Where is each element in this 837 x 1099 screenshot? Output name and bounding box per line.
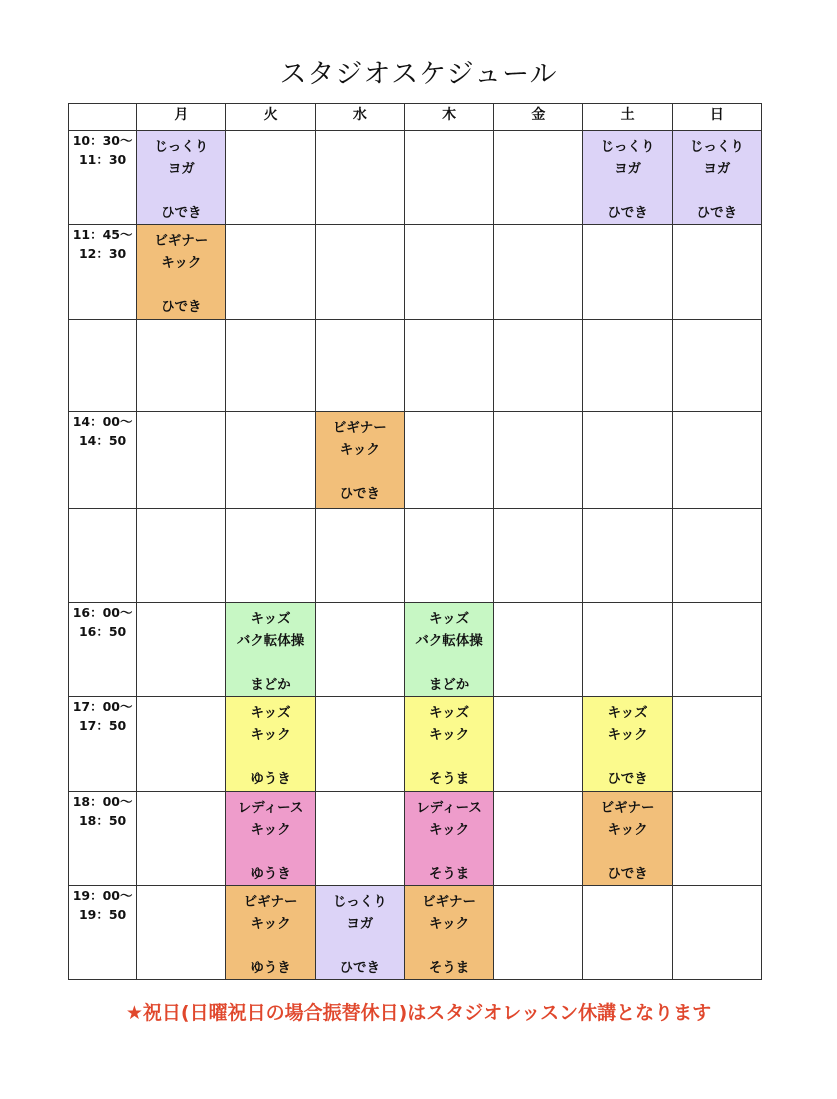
class-cell xyxy=(583,697,672,792)
class-name-line2: バク転体操 xyxy=(236,633,305,649)
class-name-line1: ビギナー xyxy=(154,233,209,249)
instructor-name: まどか xyxy=(250,677,291,693)
time-end: 17：50 xyxy=(78,718,127,733)
time-start: 10：30〜 xyxy=(72,133,133,148)
schedule-table xyxy=(68,103,762,980)
class-name xyxy=(405,792,493,841)
time-cell xyxy=(69,320,137,412)
empty-cell xyxy=(672,225,761,320)
schedule-row xyxy=(69,509,762,603)
class-name-line1: キッズ xyxy=(428,705,470,721)
empty-cell xyxy=(137,509,226,603)
class-name xyxy=(405,886,493,935)
empty-cell xyxy=(137,603,226,697)
time-start: 16：00〜 xyxy=(72,605,133,620)
class-name-line1: じっくり xyxy=(154,139,209,155)
empty-cell xyxy=(137,886,226,980)
time-start: 11：45〜 xyxy=(72,227,133,242)
empty-cell xyxy=(226,131,315,225)
instructor-name: ゆうき xyxy=(250,866,291,882)
class-name-line2: キック xyxy=(161,255,202,271)
schedule-row xyxy=(69,131,762,225)
schedule-body xyxy=(69,131,762,980)
class-cell xyxy=(404,697,493,792)
class-name-line2: ヨガ xyxy=(346,916,374,932)
empty-cell xyxy=(315,320,404,412)
time-cell xyxy=(69,412,137,509)
header-row xyxy=(69,104,762,131)
instructor-name: ひでき xyxy=(161,299,202,315)
class-cell xyxy=(315,412,404,509)
instructor-name: ひでき xyxy=(607,866,648,882)
empty-cell xyxy=(672,697,761,792)
schedule-row xyxy=(69,792,762,886)
class-name-line1: ビギナー xyxy=(600,800,655,816)
time-end: 16：50 xyxy=(78,624,127,639)
class-name-line2: キック xyxy=(428,727,470,743)
time-cell xyxy=(69,792,137,886)
empty-cell xyxy=(226,412,315,509)
class-cell xyxy=(583,131,672,225)
empty-cell xyxy=(494,603,583,697)
class-name-line2: キック xyxy=(428,822,470,838)
class-name-line1: レディース xyxy=(237,800,304,816)
class-cell xyxy=(226,792,315,886)
empty-cell xyxy=(315,603,404,697)
time-end: 14：50 xyxy=(78,433,127,448)
class-cell xyxy=(315,886,404,980)
time-end: 11：30 xyxy=(78,152,127,167)
class-name xyxy=(583,131,671,180)
class-name-line1: キッズ xyxy=(250,611,291,627)
empty-cell xyxy=(404,320,493,412)
class-cell xyxy=(226,697,315,792)
day-header-fri: 金 xyxy=(494,104,583,131)
time-cell xyxy=(69,603,137,697)
empty-cell xyxy=(315,792,404,886)
time-cell xyxy=(69,509,137,603)
empty-cell xyxy=(494,225,583,320)
instructor-name: そうま xyxy=(428,960,470,976)
empty-cell xyxy=(315,697,404,792)
empty-cell xyxy=(494,412,583,509)
class-name xyxy=(226,603,314,652)
schedule-row xyxy=(69,320,762,412)
class-cell xyxy=(404,886,493,980)
instructor-name: ひでき xyxy=(607,771,648,787)
empty-cell xyxy=(672,886,761,980)
class-name xyxy=(405,603,493,652)
empty-cell xyxy=(315,225,404,320)
empty-cell xyxy=(404,225,493,320)
time-cell xyxy=(69,886,137,980)
class-name-line1: ビギナー xyxy=(332,420,387,436)
empty-cell xyxy=(494,131,583,225)
empty-cell xyxy=(137,412,226,509)
empty-cell xyxy=(583,412,672,509)
schedule-row xyxy=(69,603,762,697)
empty-cell xyxy=(226,320,315,412)
class-name-line2: キック xyxy=(250,822,291,838)
time-cell xyxy=(69,131,137,225)
class-name-line1: ビギナー xyxy=(243,894,298,910)
class-name xyxy=(405,697,493,746)
day-header-thu: 木 xyxy=(404,104,493,131)
instructor-name: ひでき xyxy=(696,205,738,221)
class-cell xyxy=(226,603,315,697)
instructor-name: ひでき xyxy=(607,205,648,221)
class-cell xyxy=(226,886,315,980)
class-name xyxy=(137,131,225,180)
empty-cell xyxy=(137,792,226,886)
class-name xyxy=(137,225,225,274)
header-corner-cell xyxy=(69,104,137,131)
empty-cell xyxy=(494,509,583,603)
instructor-name: ひでき xyxy=(339,960,381,976)
class-name-line1: キッズ xyxy=(250,705,291,721)
empty-cell xyxy=(494,886,583,980)
empty-cell xyxy=(672,603,761,697)
class-name-line2: キック xyxy=(339,442,380,458)
empty-cell xyxy=(672,509,761,603)
time-cell xyxy=(69,225,137,320)
class-name-line1: じっくり xyxy=(689,139,744,155)
class-cell xyxy=(137,131,226,225)
empty-cell xyxy=(137,320,226,412)
empty-cell xyxy=(404,412,493,509)
class-name xyxy=(583,792,671,841)
empty-cell xyxy=(672,320,761,412)
class-name-line2: バク転体操 xyxy=(415,633,483,649)
class-name-line2: キック xyxy=(250,727,291,743)
day-header-wed: 水 xyxy=(315,104,404,131)
empty-cell xyxy=(672,412,761,509)
instructor-name: ゆうき xyxy=(250,771,291,787)
instructor-name: そうま xyxy=(428,771,470,787)
class-cell xyxy=(404,603,493,697)
instructor-name: ひでき xyxy=(161,205,202,221)
class-name xyxy=(583,697,671,746)
class-name-line1: レディース xyxy=(416,800,482,816)
day-header-sun: 日 xyxy=(672,104,761,131)
class-name xyxy=(316,412,404,461)
time-start: 17：00〜 xyxy=(72,699,133,714)
empty-cell xyxy=(404,131,493,225)
time-start: 18：00〜 xyxy=(72,794,133,809)
class-name xyxy=(226,697,314,746)
class-cell xyxy=(583,792,672,886)
class-name-line1: キッズ xyxy=(428,611,470,627)
class-cell xyxy=(404,792,493,886)
instructor-name: ゆうき xyxy=(250,960,291,976)
empty-cell xyxy=(137,697,226,792)
class-name-line2: キック xyxy=(607,727,648,743)
empty-cell xyxy=(315,131,404,225)
day-header-tue: 火 xyxy=(226,104,315,131)
schedule-row xyxy=(69,697,762,792)
class-name-line2: キック xyxy=(428,916,470,932)
time-cell xyxy=(69,697,137,792)
empty-cell xyxy=(494,792,583,886)
empty-cell xyxy=(226,225,315,320)
instructor-name: まどか xyxy=(428,677,470,693)
time-end: 12：30 xyxy=(78,246,127,261)
empty-cell xyxy=(583,509,672,603)
day-header-sat: 土 xyxy=(583,104,672,131)
class-cell xyxy=(137,225,226,320)
instructor-name: ひでき xyxy=(339,486,381,502)
empty-cell xyxy=(583,320,672,412)
empty-cell xyxy=(494,320,583,412)
time-start: 14：00〜 xyxy=(72,414,133,429)
class-name xyxy=(226,886,314,935)
class-name xyxy=(226,792,314,841)
day-header-mon: 月 xyxy=(137,104,226,131)
empty-cell xyxy=(583,886,672,980)
empty-cell xyxy=(583,603,672,697)
time-end: 18：50 xyxy=(78,813,127,828)
empty-cell xyxy=(226,509,315,603)
schedule-row xyxy=(69,225,762,320)
schedule-row xyxy=(69,886,762,980)
empty-cell xyxy=(583,225,672,320)
class-name-line2: ヨガ xyxy=(614,161,642,177)
class-name-line1: ビギナー xyxy=(422,894,477,910)
holiday-notice: ★祝日(日曜祝日の場合振替休日)はスタジオレッスン休講となります xyxy=(125,1002,712,1024)
page-title: スタジオスケジュール xyxy=(279,59,558,90)
schedule-row xyxy=(69,412,762,509)
class-name-line2: ヨガ xyxy=(167,161,195,177)
time-end: 19：50 xyxy=(78,907,127,922)
instructor-name: そうま xyxy=(428,866,470,882)
class-name-line2: キック xyxy=(607,822,648,838)
empty-cell xyxy=(494,697,583,792)
empty-cell xyxy=(315,509,404,603)
time-start: 19：00〜 xyxy=(72,888,133,903)
class-name xyxy=(673,131,761,180)
class-cell xyxy=(672,131,761,225)
class-name-line2: キック xyxy=(250,916,291,932)
class-name xyxy=(316,886,404,935)
class-name-line2: ヨガ xyxy=(703,161,731,177)
class-name-line1: じっくり xyxy=(332,894,387,910)
class-name-line1: キッズ xyxy=(607,705,648,721)
empty-cell xyxy=(404,509,493,603)
empty-cell xyxy=(672,792,761,886)
class-name-line1: じっくり xyxy=(600,139,655,155)
